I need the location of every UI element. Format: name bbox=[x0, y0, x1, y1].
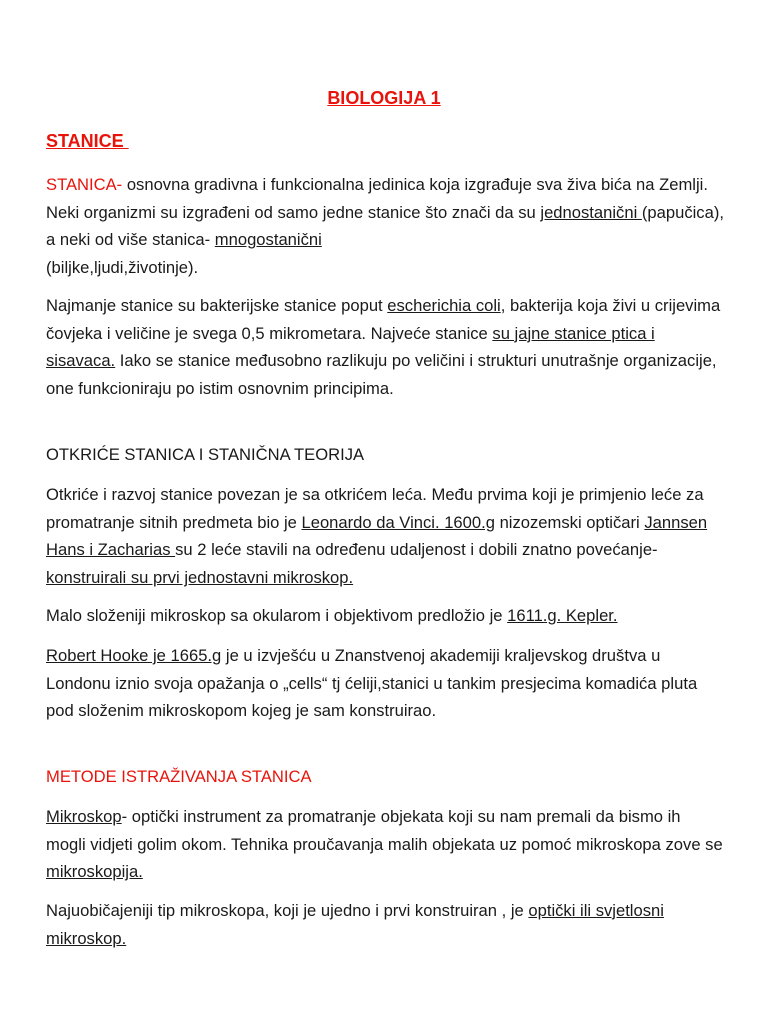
text-span: osnovna gradivna i funkcionalna jedinica koja izgrađuje sva živa bića na Zemlji. Neki organizmi su izgrađeni od samo jedne stanice što znači da su bbox=[46, 175, 708, 222]
paragraph-opticki-mikroskop bbox=[46, 897, 724, 952]
text-span: (papučica), a neki od više stanica- bbox=[46, 202, 724, 250]
underlined-jannsen: Jannsen Hans i Zacharias bbox=[46, 512, 708, 560]
term-stanica: STANICA- bbox=[46, 175, 123, 194]
text-span: Najuobičajeniji tip mikroskopa, koji je ujedno i prvi konstruiran , je bbox=[46, 901, 529, 920]
text-span: je u izvješću u Znanstvenoj akademiji kraljevskog društva u Londonu iznio svoja opažanja o „cells“ tj ćeliji,stanici u tankim presjecima komadića pluta pod složenim mikroskopom kojeg je sam konstruirao. bbox=[46, 646, 698, 721]
text-span: Malo složeniji mikroskop sa okularom i objektivom predložio je bbox=[46, 606, 508, 625]
paragraph-discovery bbox=[46, 481, 724, 592]
paragraph-kepler bbox=[46, 602, 724, 630]
underlined-mnogostanicni: mnogostanični bbox=[214, 230, 322, 250]
underlined-escherichia-coli: escherichia coli bbox=[387, 296, 501, 315]
text-span: Otkriće i razvoj stanice povezan je sa otkrićem leća. Među prvima koji je primjenio leće za promatranje sitnih predmeta bio je bbox=[46, 485, 704, 532]
text-span: Najmanje stanice su bakterijske stanice poput bbox=[46, 296, 388, 315]
paragraph-hooke bbox=[46, 642, 724, 725]
underlined-leonardo: Leonardo da Vinci. 1600.g bbox=[301, 512, 495, 532]
text-span: su 2 leće stavili na određenu udaljenost i dobili znatno povećanje- bbox=[175, 540, 658, 560]
text-span: Iako se stanice međusobno razlikuju po veličini i strukturi unutrašnje organizacije, one funkcioniraju po istim osnovnim principima. bbox=[46, 351, 717, 399]
text-span: nizozemski optičari bbox=[494, 512, 645, 532]
text-span: (biljke,ljudi,životinje). bbox=[46, 258, 199, 278]
underlined-opticki-mikroskop: optički ili svjetlosni mikroskop. bbox=[46, 901, 664, 948]
underlined-jednostanicni: jednostanični bbox=[540, 202, 642, 222]
section-title-stanice: STANICE bbox=[46, 131, 129, 151]
underlined-mikroskopija: mikroskopija. bbox=[46, 862, 143, 882]
text-span: , bakterija koja živi u crijevima čovjeka i veličine je svega 0,5 mikrometara. Najveće stanice bbox=[46, 296, 721, 343]
heading-metode-istrazivanja: METODE ISTRAŽIVANJA STANICA bbox=[46, 767, 312, 786]
underlined-mikroskop: Mikroskop bbox=[46, 807, 122, 826]
underlined-jajne-stanice: su jajne stanice ptica i sisavaca. bbox=[46, 323, 655, 371]
paragraph-mikroskop bbox=[46, 803, 724, 886]
paragraph-stanica-definition bbox=[46, 171, 724, 282]
document-title: BIOLOGIJA 1 bbox=[327, 88, 441, 108]
paragraph-cell-sizes bbox=[46, 292, 724, 403]
text-span: - optički instrument za promatranje objekata koji su nam premali da bismo ih mogli vidjeti golim okom. Tehnika proučavanja malih objekata uz pomoć mikroskopa zove se bbox=[46, 807, 723, 854]
underlined-robert-hooke: Robert Hooke je 1665.g bbox=[46, 646, 222, 665]
heading-otkrice-stanica: OTKRIĆE STANICA I STANIČNA TEORIJA bbox=[46, 445, 365, 464]
underlined-first-microscope: konstruirali su prvi jednostavni mikroskop. bbox=[46, 568, 354, 588]
underlined-kepler: 1611.g. Kepler. bbox=[507, 606, 618, 625]
